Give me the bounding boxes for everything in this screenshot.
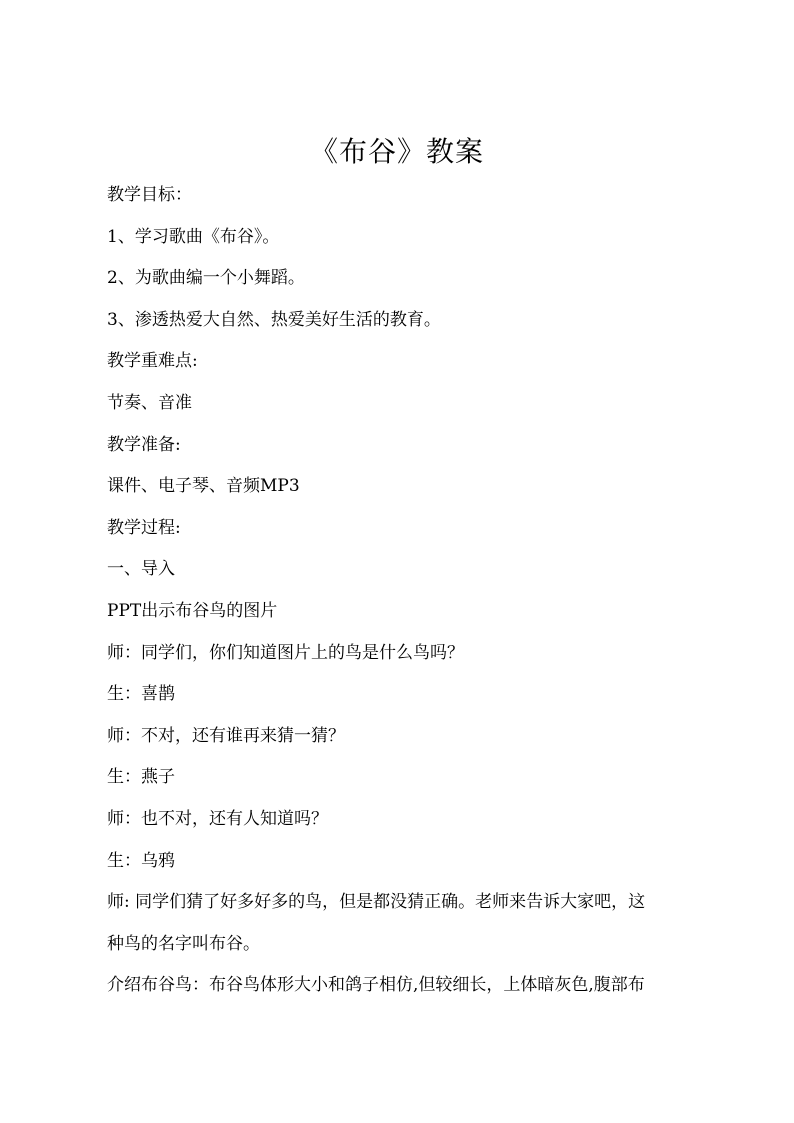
dialogue-line: 师：同学们，你们知道图片上的鸟是什么鸟吗？ xyxy=(107,643,464,663)
document-title: 《布谷》教案 xyxy=(309,135,484,168)
heading-process: 教学过程: xyxy=(107,518,181,538)
dialogue-line: 生：燕子 xyxy=(107,767,175,787)
preparation-text: 课件、电子琴、音频MP3 xyxy=(107,476,300,496)
dialogue-line: 师：也不对，还有人知道吗？ xyxy=(107,809,328,829)
heading-key-points: 教学重难点: xyxy=(107,351,198,371)
heading-objectives: 教学目标： xyxy=(107,185,192,205)
objective-item-1: 1、学习歌曲《布谷》。 xyxy=(107,227,280,247)
dialogue-line: 师: 同学们猜了好多好多的鸟，但是都没猜正确。老师来告诉大家吧，这 xyxy=(107,892,646,912)
dialogue-line: 种鸟的名字叫布谷。 xyxy=(107,934,260,954)
objective-item-3: 3、渗透热爱大自然、热爱美好生活的教育。 xyxy=(107,310,441,330)
dialogue-line: 师：不对，还有谁再来猜一猜？ xyxy=(107,726,345,746)
section-intro: 一、导入 xyxy=(107,559,175,579)
key-points-text: 节奏、音准 xyxy=(107,393,192,413)
paragraph-line: PPT出示布谷鸟的图片 xyxy=(107,601,278,621)
objective-item-2: 2、为歌曲编一个小舞蹈。 xyxy=(107,268,305,288)
dialogue-line: 生：喜鹊 xyxy=(107,684,175,704)
dialogue-line: 生：乌鸦 xyxy=(107,851,175,871)
paragraph-line: 介绍布谷鸟：布谷鸟体形大小和鸽子相仿,但较细长，上体暗灰色,腹部布 xyxy=(107,975,645,995)
heading-preparation: 教学准备: xyxy=(107,435,181,455)
